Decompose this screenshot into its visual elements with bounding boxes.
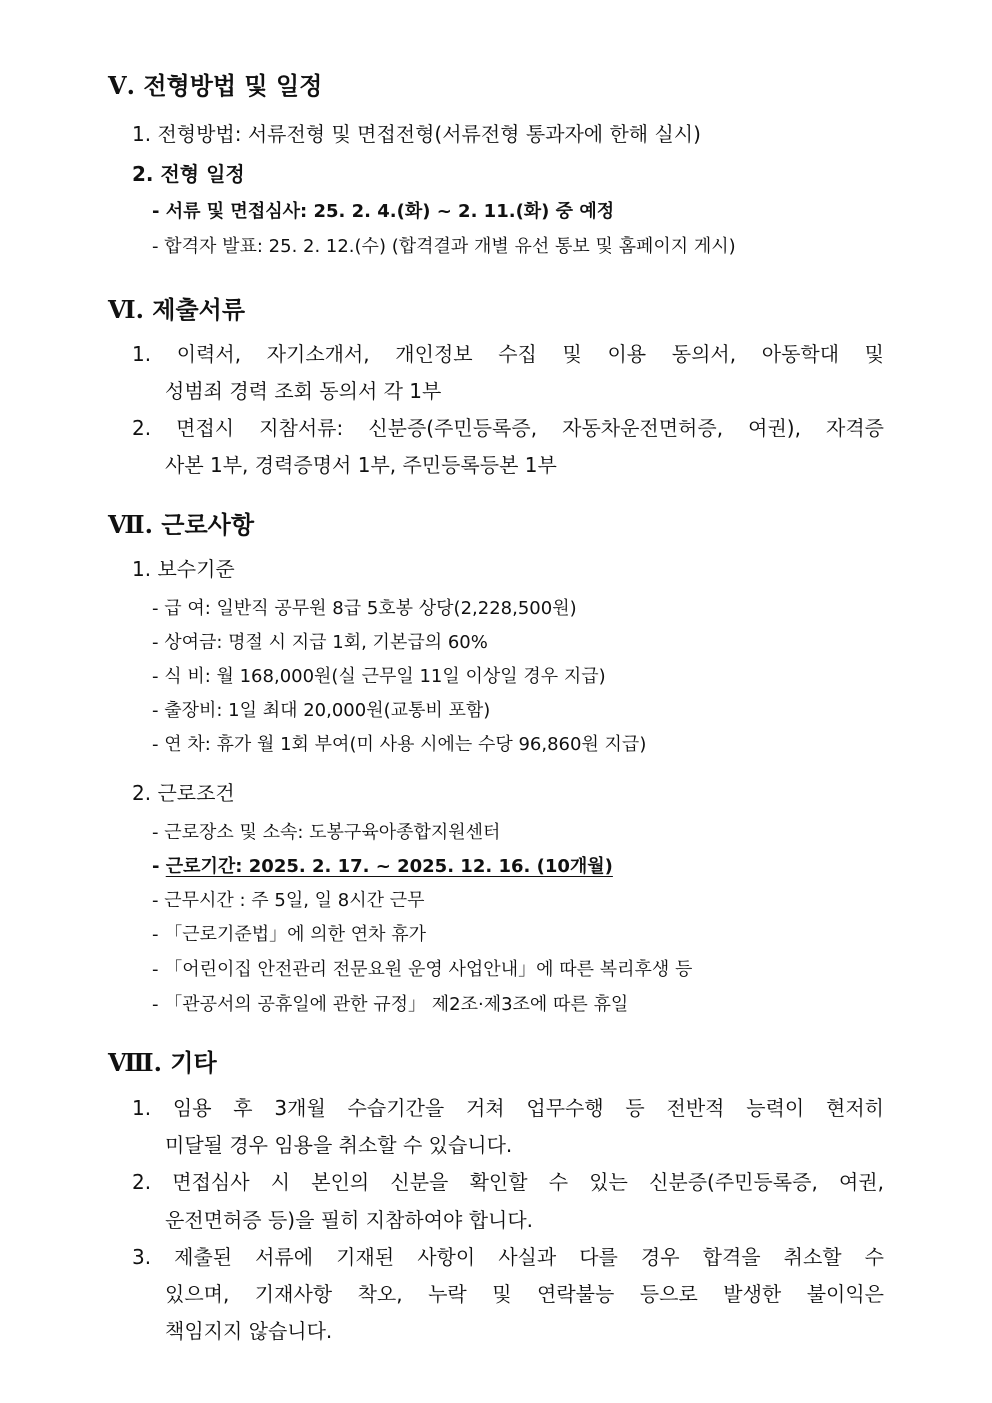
sec5-schedule-review: - 서류 및 면접심사: 25. 2. 4.(화) ~ 2. 11.(화) 중 예정 (152, 201, 615, 222)
pay-meal: - 식 비: 월 168,000원(실 근무일 11일 이상일 경우 지급) (152, 666, 606, 687)
section-7-title: Ⅶ. 근로사항 (108, 510, 255, 539)
section-6-title: Ⅵ. 제출서류 (108, 295, 246, 324)
sec6-item-1-line-2: 성범죄 경력 조회 동의서 각 1부 (165, 379, 442, 403)
pay-leave: - 연 차: 휴가 월 1회 부여(미 사용 시에는 수당 96,860원 지급) (152, 734, 647, 755)
sec5-item-1: 1. 전형방법: 서류전형 및 면접전형(서류전형 통과자에 한해 실시) (132, 122, 701, 146)
sec8-item-1-line-1: 1. 임용 후 3개월 수습기간을 거쳐 업무수행 등 전반적 능력이 현저히 (132, 1096, 884, 1120)
cond-period-dash: - (152, 856, 166, 877)
sec8-item-3-line-2: 있으며, 기재사항 착오, 누락 및 연락불능 등으로 발생한 불이익은 (165, 1282, 884, 1306)
cond-period (152, 852, 613, 878)
pay-bonus: - 상여금: 명절 시 지급 1회, 기본급의 60% (152, 632, 488, 653)
cond-welfare: - 「어린이집 안전관리 전문요원 운영 사업안내」에 따른 복리후생 등 (152, 959, 693, 980)
cond-hours: - 근무시간 : 주 5일, 일 8시간 근무 (152, 890, 425, 911)
section-5-title: Ⅴ. 전형방법 및 일정 (108, 71, 323, 100)
cond-holidays: - 「관공서의 공휴일에 관한 규정」 제2조·제3조에 따른 휴일 (152, 994, 629, 1015)
cond-location: - 근로장소 및 소속: 도봉구육아종합지원센터 (152, 822, 501, 843)
sec6-item-2-line-2: 사본 1부, 경력증명서 1부, 주민등록등본 1부 (165, 453, 557, 477)
sec8-item-3-line-3: 책임지지 않습니다. (165, 1319, 333, 1343)
sec8-item-2-line-1: 2. 면접심사 시 본인의 신분을 확인할 수 있는 신분증(주민등록증, 여권, (132, 1170, 884, 1194)
sec6-item-2-line-1: 2. 면접시 지참서류: 신분증(주민등록증, 자동차운전면허증, 여권), 자격증 (132, 416, 884, 440)
sec7-item-1: 1. 보수기준 (132, 557, 235, 581)
sec7-item-2: 2. 근로조건 (132, 781, 235, 805)
sec8-item-1-line-2: 미달될 경우 임용을 취소할 수 있습니다. (165, 1133, 513, 1157)
sec8-item-2-line-2: 운전면허증 등)을 필히 지참하여야 합니다. (165, 1208, 534, 1232)
sec6-item-1-line-1: 1. 이력서, 자기소개서, 개인정보 수집 및 이용 동의서, 아동학대 및 (132, 342, 884, 366)
cond-period-text: 근로기간: 2025. 2. 17. ~ 2025. 12. 16. (10개월) (165, 856, 613, 877)
sec5-item-2: 2. 전형 일정 (132, 162, 245, 186)
sec5-schedule-announce: - 합격자 발표: 25. 2. 12.(수) (합격결과 개별 유선 통보 및 홈페이지 게시) (152, 236, 736, 257)
cond-annual-leave: - 「근로기준법」에 의한 연차 휴가 (152, 924, 427, 945)
pay-travel: - 출장비: 1일 최대 20,000원(교통비 포함) (152, 700, 491, 721)
sec8-item-3-line-1: 3. 제출된 서류에 기재된 사항이 사실과 다를 경우 합격을 취소할 수 (132, 1245, 884, 1269)
section-8-title: Ⅷ. 기타 (108, 1048, 217, 1077)
pay-salary: - 급 여: 일반직 공무원 8급 5호봉 상당(2,228,500원) (152, 598, 577, 619)
